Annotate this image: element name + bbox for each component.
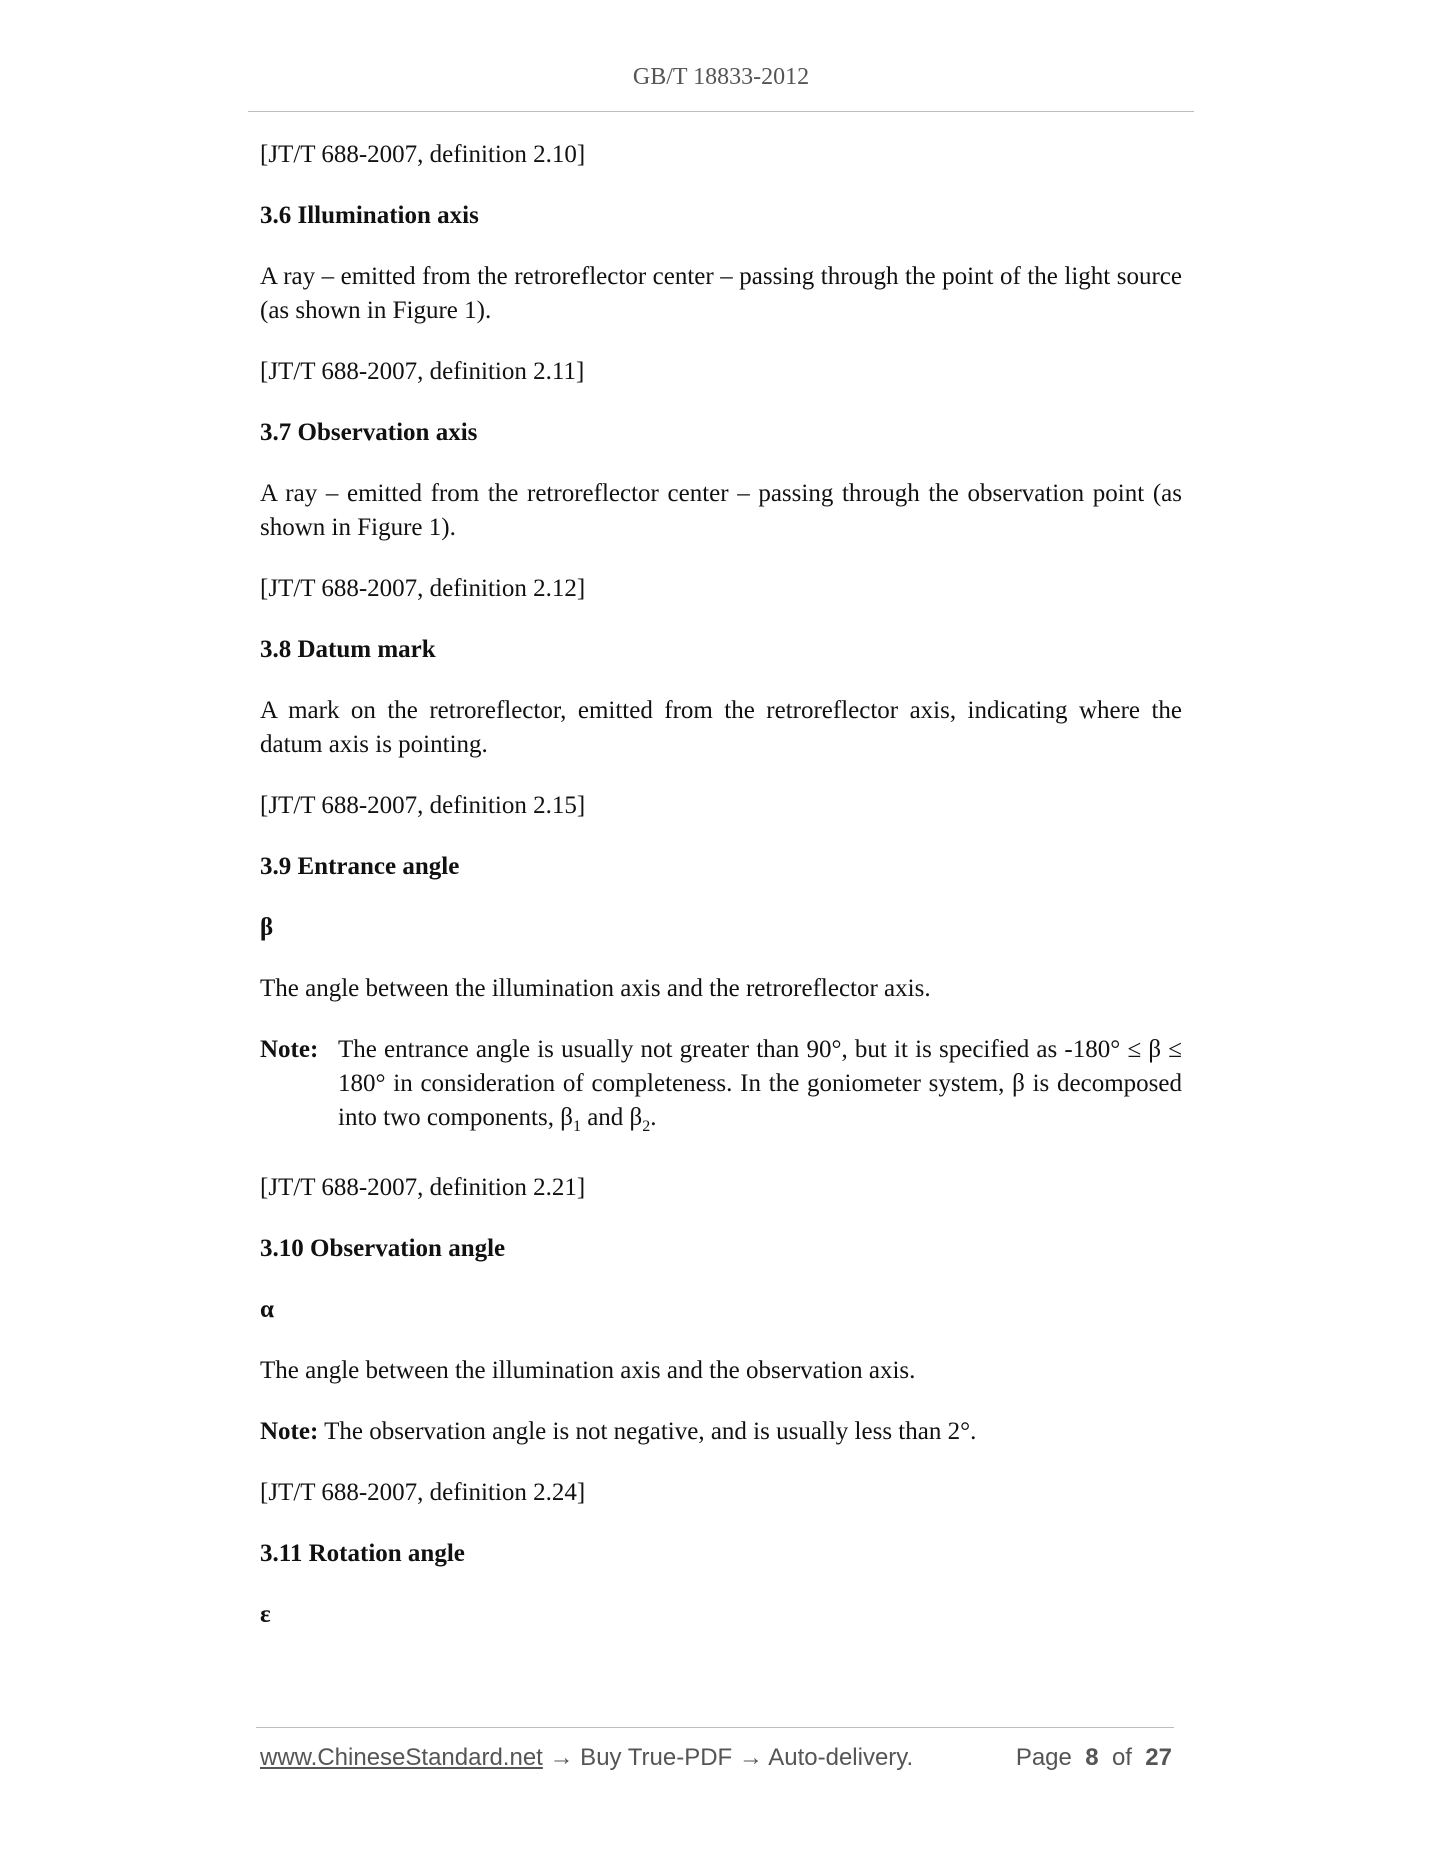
section-3-10-text: The angle between the illumination axis and the observation axis. [260, 1357, 916, 1384]
section-3-11-symbol: ε [260, 1601, 271, 1628]
site-link[interactable]: www.ChineseStandard.net [260, 1744, 543, 1771]
section-3-9-reference: [JT/T 688-2007, definition 2.21] [260, 1174, 586, 1201]
section-3-7-heading: 3.7 Observation axis [260, 419, 478, 446]
section-3-9-symbol: β [260, 914, 274, 941]
section-3-10-reference: [JT/T 688-2007, definition 2.24] [260, 1479, 586, 1506]
section-3-11-heading: 3.11 Rotation angle [260, 1540, 465, 1567]
section-3-9-text: The angle between the illumination axis and the retroreflector axis. [260, 975, 931, 1002]
reference-2-10: [JT/T 688-2007, definition 2.10] [260, 141, 586, 168]
note-text-and: and β [580, 1104, 643, 1131]
note-text-end: . [650, 1104, 657, 1131]
section-3-7-reference: [JT/T 688-2007, definition 2.12] [260, 575, 586, 602]
section-3-10-symbol: α [260, 1296, 274, 1323]
footer-rule [256, 1727, 1174, 1728]
page-header-title: GB/T 18833-2012 [632, 64, 810, 90]
section-3-7-text: A ray – emitted from the retroreflector center – passing through the observation point (as shown in Figure 1). [260, 480, 1182, 541]
section-3-10-note [260, 1415, 1182, 1449]
note-subscript-1: 1 [572, 1118, 581, 1135]
section-3-8-reference: [JT/T 688-2007, definition 2.15] [260, 792, 586, 819]
footer-promo-text: → Buy True-PDF → Auto-delivery. [542, 1744, 914, 1771]
section-3-8-text: A mark on the retroreflector, emitted from the retroreflector axis, indicating where the datum axis is pointing. [260, 697, 1182, 758]
note-label: Note: [260, 1036, 319, 1063]
of-word: of [1111, 1744, 1132, 1771]
note-text: The observation angle is not negative, and is usually less than 2°. [324, 1418, 977, 1445]
section-3-6-reference: [JT/T 688-2007, definition 2.11] [260, 358, 585, 385]
note-text [338, 1036, 1182, 1135]
document-body [260, 138, 1182, 1659]
section-3-9-note [260, 1033, 1182, 1144]
note-text-main: The entrance angle is usually not greater than 90°, but it is specified as -180° ≤ β ≤ 180° in consideration of completeness. In the goniometer system, β is decomposed into two components, β [338, 1036, 1182, 1131]
note-subscript-2: 2 [642, 1118, 651, 1135]
page-word: Page [1015, 1744, 1072, 1771]
section-3-10-heading: 3.10 Observation angle [260, 1235, 506, 1262]
page-footer [260, 1744, 1172, 1772]
page-indicator [1016, 1744, 1172, 1772]
section-3-6-heading: 3.6 Illumination axis [260, 202, 479, 229]
section-3-8-heading: 3.8 Datum mark [260, 636, 436, 663]
page-number: 8 [1085, 1744, 1099, 1771]
section-3-6-text: A ray – emitted from the retroreflector center – passing through the point of the light source (as shown in Figure 1). [260, 263, 1182, 324]
header-rule [248, 111, 1194, 112]
footer-promo [260, 1744, 913, 1772]
section-3-9-heading: 3.9 Entrance angle [260, 853, 460, 880]
page-total: 27 [1145, 1744, 1172, 1771]
note-label: Note: [260, 1418, 319, 1445]
